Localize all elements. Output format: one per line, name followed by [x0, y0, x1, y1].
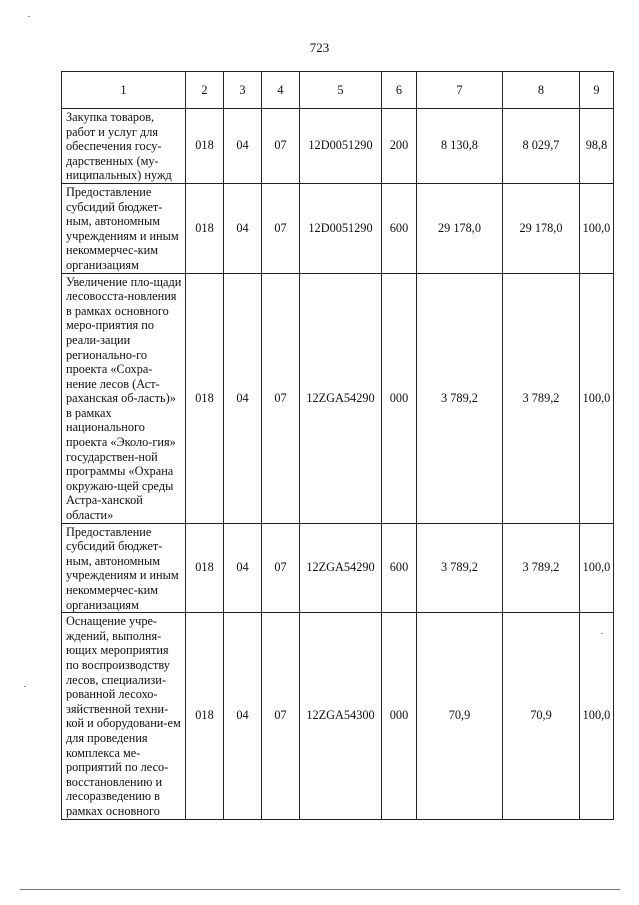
cell-ministry-code: 018	[186, 273, 224, 523]
cell-subsection: 07	[262, 613, 300, 819]
table-row	[62, 523, 614, 613]
cell-subsection: 07	[262, 273, 300, 523]
cell-target-article: 12ZGA54290	[300, 273, 382, 523]
header-row	[62, 72, 614, 109]
cell-target-article: 12ZGA54300	[300, 613, 382, 819]
cell-percent: 100,0	[580, 273, 614, 523]
cell-ministry-code: 018	[186, 613, 224, 819]
row-name: Закупка товаров, работ и услуг для обеспечения госу-дарственных (му-ниципальных) нужд	[62, 109, 186, 184]
column-header: 8	[503, 72, 580, 109]
cell-ministry-code: 018	[186, 109, 224, 184]
scan-speck	[24, 686, 26, 687]
cell-expense-type: 000	[382, 613, 417, 819]
page-number: 723	[309, 40, 330, 55]
cell-actual-amount: 3 789,2	[503, 273, 580, 523]
cell-percent: 100,0	[580, 613, 614, 819]
cell-section: 04	[224, 523, 262, 613]
cell-subsection: 07	[262, 523, 300, 613]
table-row	[62, 613, 614, 819]
row-name: Предоставление субсидий бюджет-ным, автономным учреждениям и иным некоммерчес-ким организациям	[62, 523, 186, 613]
cell-expense-type: 600	[382, 183, 417, 273]
cell-target-article: 12D0051290	[300, 109, 382, 184]
cell-plan-amount: 3 789,2	[417, 273, 503, 523]
cell-ministry-code: 018	[186, 183, 224, 273]
budget-table	[61, 71, 614, 820]
scan-speck	[601, 633, 603, 634]
column-header: 6	[382, 72, 417, 109]
cell-expense-type: 200	[382, 109, 417, 184]
cell-plan-amount: 70,9	[417, 613, 503, 819]
page-bottom-rule	[20, 889, 620, 890]
cell-ministry-code: 018	[186, 523, 224, 613]
cell-target-article: 12D0051290	[300, 183, 382, 273]
cell-actual-amount: 8 029,7	[503, 109, 580, 184]
cell-percent: 100,0	[580, 523, 614, 613]
cell-section: 04	[224, 183, 262, 273]
cell-section: 04	[224, 109, 262, 184]
cell-percent: 98,8	[580, 109, 614, 184]
table-row	[62, 273, 614, 523]
cell-plan-amount: 29 178,0	[417, 183, 503, 273]
cell-plan-amount: 3 789,2	[417, 523, 503, 613]
column-header: 4	[262, 72, 300, 109]
column-header: 9	[580, 72, 614, 109]
scan-speck	[28, 16, 30, 17]
table-row	[62, 183, 614, 273]
column-header: 7	[417, 72, 503, 109]
column-header: 2	[186, 72, 224, 109]
row-name: Увеличение пло-щади лесовосста-новления в рамках основного меро-приятия по реали-зации регионально-го проекта «Сохра-нение лесов (Аст-раханская об-ласть)» в рамках национального проекта «Эколо-гия» государствен-ной программы «Охрана окружаю-щей среды Астра-ханской области»	[62, 273, 186, 523]
row-name: Оснащение учре-ждений, выполня-ющих мероприятия по воспроизводству лесов, специализи-рованной лесохо-зяйственной техни-кой и оборудовани-ем для проведения комплекса ме-роприятий по лесо-восстановлению и лесоразведению в рамках основного	[62, 613, 186, 819]
cell-section: 04	[224, 613, 262, 819]
cell-section: 04	[224, 273, 262, 523]
cell-percent: 100,0	[580, 183, 614, 273]
cell-actual-amount: 70,9	[503, 613, 580, 819]
row-name: Предоставление субсидий бюджет-ным, автономным учреждениям и иным некоммерчес-ким организациям	[62, 183, 186, 273]
column-header: 3	[224, 72, 262, 109]
column-header: 1	[62, 72, 186, 109]
table-row	[62, 109, 614, 184]
cell-plan-amount: 8 130,8	[417, 109, 503, 184]
cell-actual-amount: 29 178,0	[503, 183, 580, 273]
cell-subsection: 07	[262, 109, 300, 184]
cell-subsection: 07	[262, 183, 300, 273]
column-header: 5	[300, 72, 382, 109]
cell-actual-amount: 3 789,2	[503, 523, 580, 613]
cell-expense-type: 000	[382, 273, 417, 523]
cell-target-article: 12ZGA54290	[300, 523, 382, 613]
cell-expense-type: 600	[382, 523, 417, 613]
